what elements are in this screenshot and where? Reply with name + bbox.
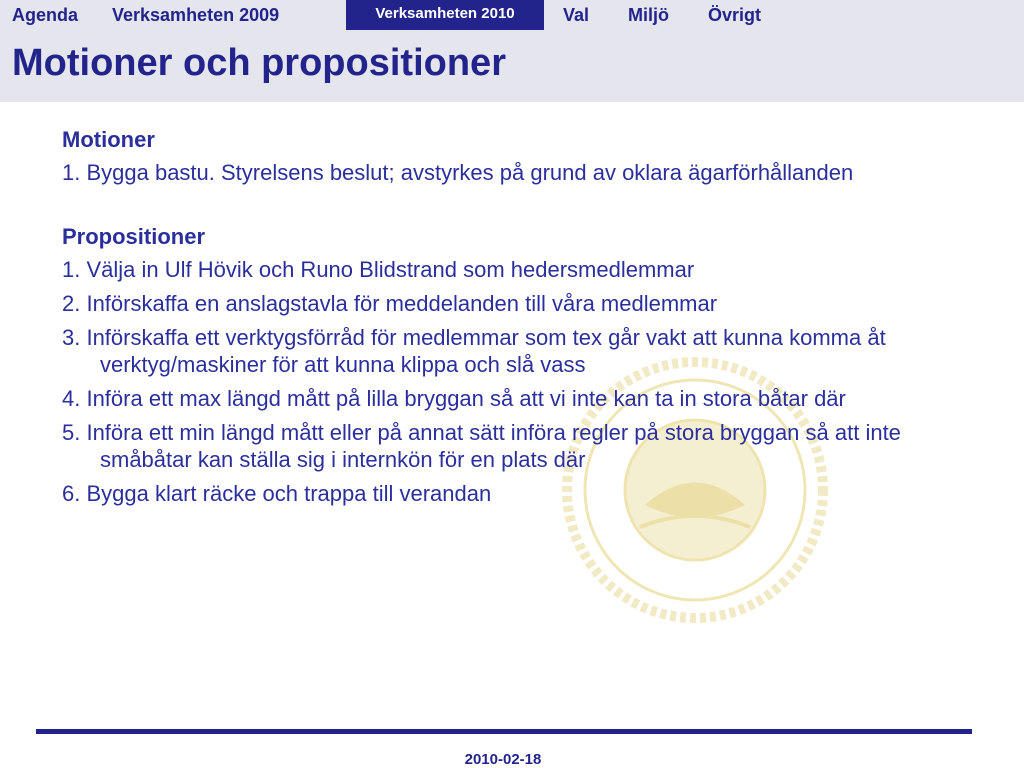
footer-divider bbox=[36, 729, 972, 734]
nav-item-verksamheten-2010-active[interactable]: Verksamheten 2010 bbox=[346, 0, 544, 30]
motion-item: 1. Bygga bastu. Styrelsens beslut; avstyrkes på grund av oklara ägarförhållanden bbox=[62, 160, 854, 185]
motioner-heading: Motioner bbox=[62, 127, 155, 152]
nav-item-agenda[interactable]: Agenda bbox=[12, 5, 79, 25]
proposition-item: 6. Bygga klart räcke och trappa till verandan bbox=[62, 481, 492, 506]
nav-item-val[interactable]: Val bbox=[563, 5, 590, 25]
footer-date: 2010-02-18 bbox=[464, 751, 542, 768]
proposition-item: 4. Införa ett max längd mått på lilla bryggan så att vi inte kan ta in stora båtar där bbox=[62, 386, 846, 411]
section-spacer bbox=[62, 193, 952, 223]
slide-content bbox=[62, 126, 952, 514]
proposition-item: 2. Införskaffa en anslagstavla för meddelanden till våra medlemmar bbox=[62, 291, 718, 316]
top-navigation bbox=[0, 0, 1024, 32]
nav-item-miljo[interactable]: Miljö bbox=[628, 5, 669, 25]
proposition-item: 5. Införa ett min längd mått eller på annat sätt införa regler på stora bryggan så att inte småbåtar kan ställa sig i internkön för en plats där bbox=[62, 420, 901, 472]
propositioner-heading: Propositioner bbox=[62, 224, 206, 249]
page-title: Motioner och propositioner bbox=[12, 42, 506, 84]
nav-item-ovrigt[interactable]: Övrigt bbox=[708, 5, 762, 25]
nav-item-verksamheten-2009[interactable]: Verksamheten 2009 bbox=[112, 5, 280, 25]
proposition-item: 3. Införskaffa ett verktygsförråd för medlemmar som tex går vakt att kunna komma åt verktyg/maskiner för att kunna klippa och slå vass bbox=[62, 325, 886, 377]
proposition-item: 1. Välja in Ulf Hövik och Runo Blidstrand som hedersmedlemmar bbox=[62, 257, 695, 282]
